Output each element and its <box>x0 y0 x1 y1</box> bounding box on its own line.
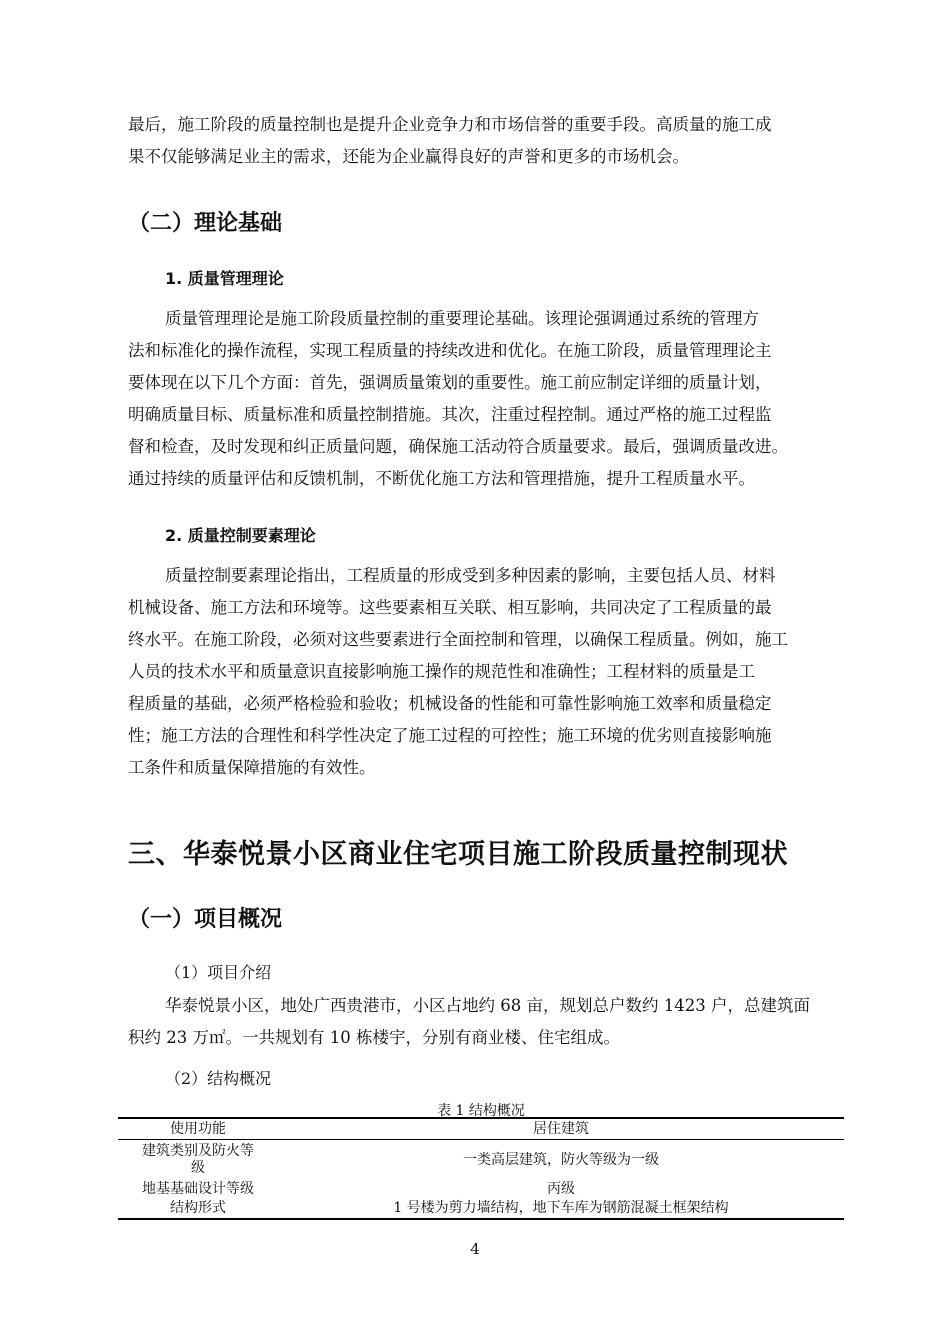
text-line: 工条件和质量保障措施的有效性。 <box>128 758 376 777</box>
text-line: 最后，施工阶段的质量控制也是提升企业竞争力和市场信誉的重要手段。高质量的施工成 <box>128 115 772 134</box>
text-line: 机械设备、施工方法和环境等。这些要素相互关联、相互影响，共同决定了工程质量的最 <box>128 598 772 617</box>
text-line: 明确质量目标、质量标准和质量控制措施。其次，注重过程控制。通过严格的施工过程监 <box>128 405 772 424</box>
subheading-quality-management: 1. 质量管理理论 <box>165 269 284 288</box>
label-structure: （2）结构概况 <box>165 1069 272 1088</box>
table-header-cell: 居住建筑 <box>278 1118 844 1140</box>
table-cell: 一类高层建筑，防火等级为一级 <box>463 1151 659 1168</box>
table-cell: 1 号楼为剪力墙结构，地下车库为钢筋混凝土框架结构 <box>278 1199 844 1219</box>
section-heading-overview: （一）项目概况 <box>128 907 283 932</box>
table-cell: 结构形式 <box>118 1199 278 1219</box>
text-line: 性；施工方法的合理性和科学性决定了施工过程的可控性；施工环境的优劣则直接影响施 <box>128 726 772 745</box>
text-line: 质量控制要素理论指出，工程质量的形成受到多种因素的影响，主要包括人员、材料 <box>165 566 776 585</box>
table-row <box>118 1199 844 1219</box>
table-cell: 丙级 <box>547 1181 575 1197</box>
chapter-heading: 三、华泰悦景小区商业住宅项目施工阶段质量控制现状 <box>128 839 788 870</box>
table-caption: 表 1 结构概况 <box>437 1103 525 1119</box>
paragraph-project-intro <box>128 990 860 1054</box>
paragraph-intro <box>128 109 860 173</box>
text-line: 督和检查，及时发现和纠正质量问题，确保施工活动符合质量要求。最后，强调质量改进。 <box>128 437 788 456</box>
table-cell: 建筑类别及防火等 级 <box>142 1143 254 1176</box>
table-cell: 地基基础设计等级 <box>142 1181 254 1197</box>
table-header-cell: 使用功能 <box>118 1118 278 1140</box>
text-line: 人员的技术水平和质量意识直接影响施工操作的规范性和准确性；工程材料的质量是工 <box>128 662 755 681</box>
label-project-intro: （1）项目介绍 <box>165 963 272 982</box>
table-row <box>118 1140 844 1181</box>
text-line: 果不仅能够满足业主的需求，还能为企业赢得良好的声誉和更多的市场机会。 <box>128 147 689 166</box>
text-line: 质量管理理论是施工阶段质量控制的重要理论基础。该理论强调通过系统的管理方 <box>165 309 759 328</box>
paragraph-control-elements <box>128 560 860 784</box>
table-row <box>118 1180 844 1199</box>
paragraph-quality-management <box>128 303 860 495</box>
page-number: 4 <box>470 1240 480 1258</box>
text-line: 要体现在以下几个方面：首先，强调质量策划的重要性。施工前应制定详细的质量计划， <box>128 373 772 392</box>
text-line: 法和标准化的操作流程，实现工程质量的持续改进和优化。在施工阶段，质量管理理论主 <box>128 341 772 360</box>
section-heading-theory: （二）理论基础 <box>128 211 283 236</box>
text-line: 通过持续的质量评估和反馈机制，不断优化施工方法和管理措施，提升工程质量水平。 <box>128 469 755 488</box>
text-line: 终水平。在施工阶段，必须对这些要素进行全面控制和管理，以确保工程质量。例如，施工 <box>128 630 788 649</box>
subheading-control-elements: 2. 质量控制要素理论 <box>165 526 316 545</box>
table-header-row <box>118 1118 844 1140</box>
text-line: 华泰悦景小区，地处广西贵港市，小区占地约 68 亩，规划总户数约 1423 户，总建筑面 <box>165 996 810 1015</box>
text-line: 程质量的基础，必须严格检验和验收；机械设备的性能和可靠性影响施工效率和质量稳定 <box>128 694 772 713</box>
structure-table <box>118 1117 844 1220</box>
text-line: 积约 23 万㎡。一共规划有 10 栋楼宇，分别有商业楼、住宅组成。 <box>128 1028 620 1047</box>
